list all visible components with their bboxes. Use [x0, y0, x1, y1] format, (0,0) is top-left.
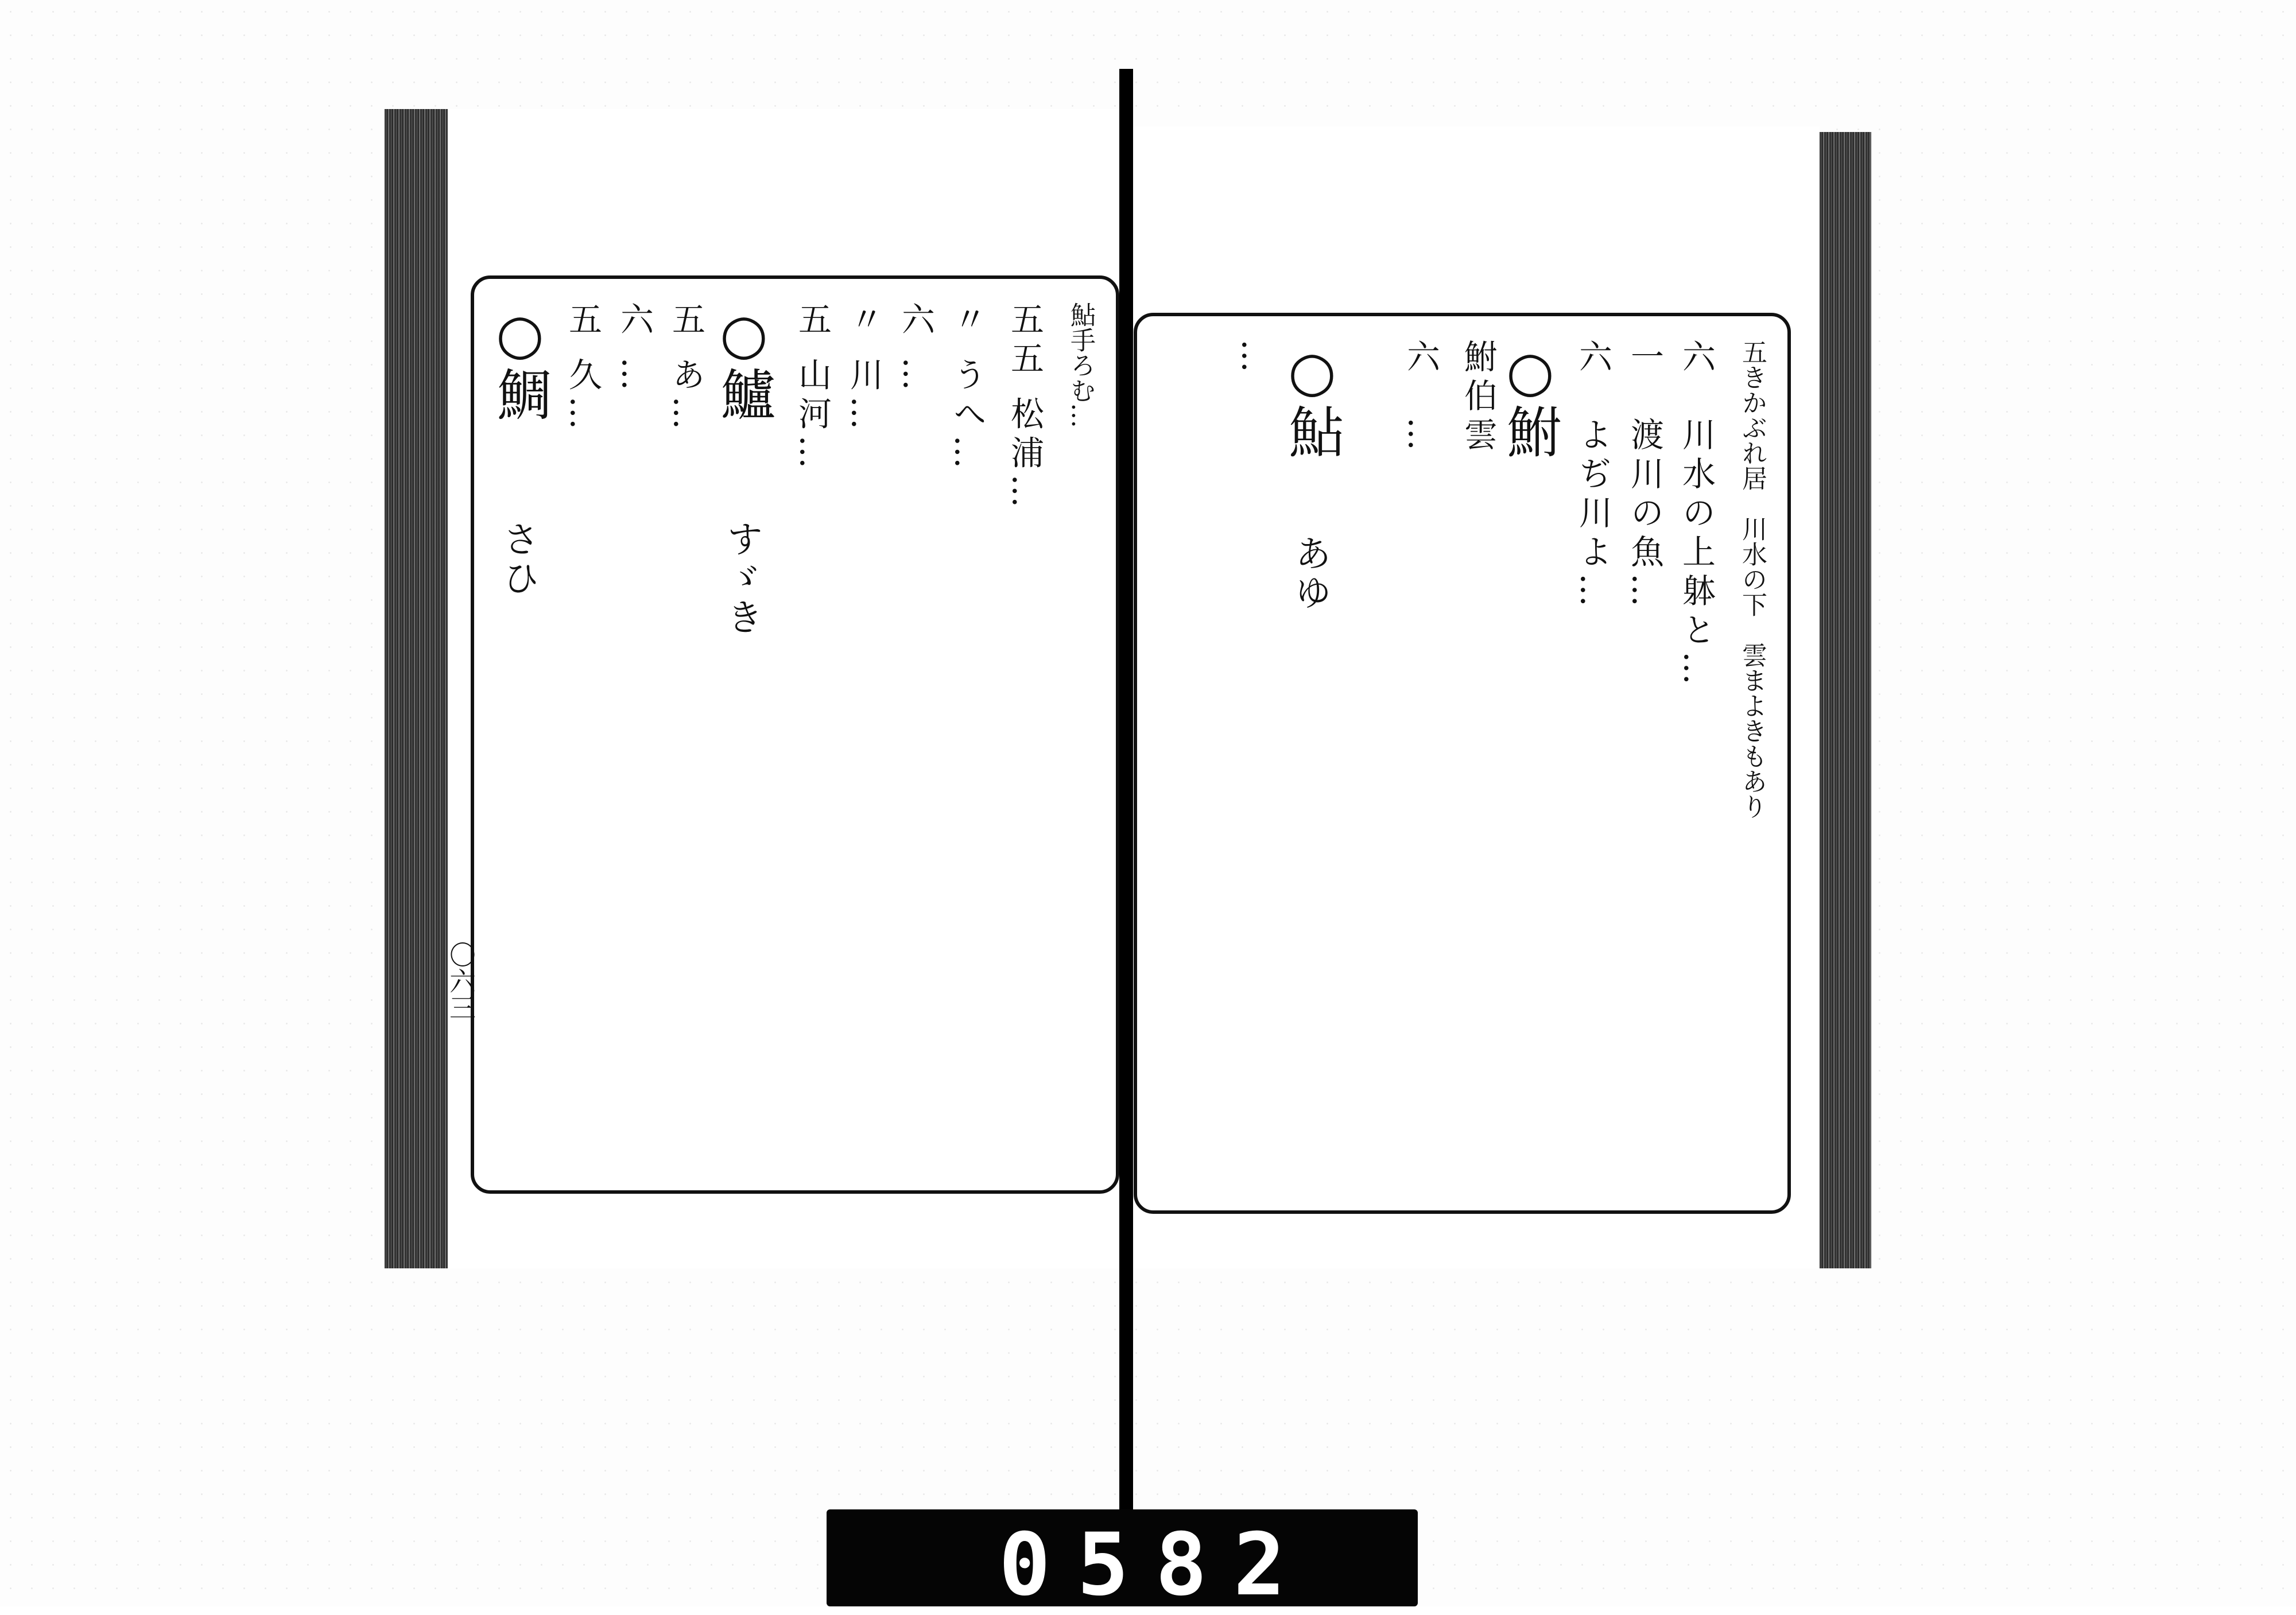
- right-book-edge: [1820, 132, 1871, 1268]
- right-col-2: 六 川水の上躰と…: [1677, 339, 1716, 690]
- left-col-7: 五 あ…: [666, 302, 705, 436]
- left-col-5: 〃 川…: [844, 302, 883, 436]
- right-col-6: 六 …: [1401, 339, 1440, 456]
- right-col-3: 一 渡川の魚…: [1625, 339, 1664, 612]
- right-col-4: 六 よぢ川よ…: [1573, 339, 1612, 612]
- left-col-1: 鮎手ろむ…: [1066, 302, 1095, 428]
- heading-suzuki-reading: すゞき: [720, 520, 763, 637]
- left-col-8: 六 …: [615, 302, 654, 397]
- right-col-7: …: [1235, 339, 1274, 378]
- left-col-6: 五 山河…: [793, 302, 832, 475]
- heading-tai-reading: さひ: [497, 520, 539, 598]
- right-col-5: 鮒伯雲: [1459, 339, 1498, 456]
- gutter: [1119, 69, 1133, 1532]
- frame-number: 0582: [999, 1515, 1312, 1615]
- left-page-frame: [471, 275, 1119, 1194]
- heading-funa: ○鮒: [1498, 339, 1562, 459]
- left-book-edge: [385, 109, 448, 1268]
- heading-suzuki: ○鱸: [712, 302, 776, 421]
- page-number: 〇六三: [445, 941, 476, 1020]
- heading-ayu: ○鮎: [1280, 339, 1344, 459]
- left-col-2: 五五 松浦…: [1005, 302, 1044, 514]
- heading-ayu-reading: あゆ: [1289, 534, 1331, 612]
- left-col-3: 〃 うへ…: [948, 302, 987, 475]
- left-col-4: 六 …: [896, 302, 935, 397]
- right-page-frame: [1134, 313, 1791, 1214]
- left-col-9: 五 久…: [563, 302, 602, 436]
- heading-tai: ○鯛: [488, 302, 552, 421]
- right-page: [1134, 126, 1820, 1268]
- right-col-1: 五きかぶれ居 川水の下 雲まよきもあり: [1737, 339, 1767, 819]
- left-page: [445, 109, 1119, 1268]
